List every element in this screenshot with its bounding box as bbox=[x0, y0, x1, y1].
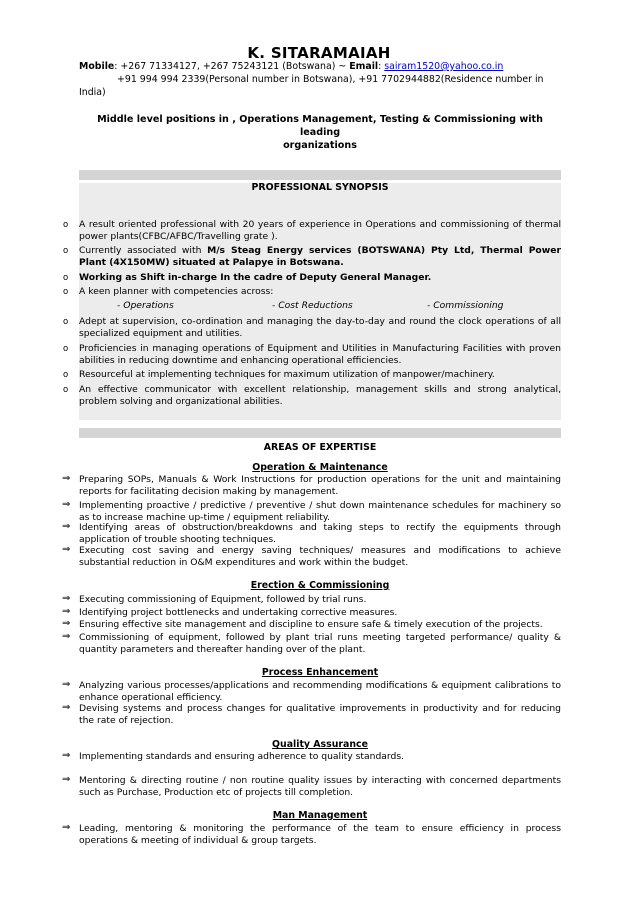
mobile-label: Mobile bbox=[79, 61, 115, 72]
arrow-marker: ⇒ bbox=[62, 499, 71, 510]
expertise-item: ⇒ Implementing proactive / predictive / preventive / shut down maintenance schedules for machinery so as to increase machine up-time / equipment reliability. bbox=[62, 499, 561, 524]
arrow-marker: ⇒ bbox=[62, 521, 71, 532]
arrow-marker: ⇒ bbox=[62, 473, 71, 484]
email-label: Email bbox=[349, 61, 379, 72]
expertise-item: ⇒ Devising systems and process changes for qualitative improvements in productivity and for reducing the rate of rejection. bbox=[62, 702, 561, 727]
subsection-quality-assurance: Quality Assurance bbox=[272, 739, 368, 750]
arrow-marker: ⇒ bbox=[62, 631, 71, 642]
expertise-item: ⇒ Executing commissioning of Equipment, followed by trial runs. bbox=[62, 593, 367, 605]
bullet-marker: o bbox=[63, 344, 69, 354]
arrow-marker: ⇒ bbox=[62, 822, 71, 833]
expertise-item: ⇒ Leading, mentoring & monitoring the performance of the team to ensure efficiency in process operations & meeting of individual & group targets. bbox=[62, 822, 561, 847]
synopsis-item: o Proficiencies in managing operations of Equipment and Utilities in Manufacturing Facilities with proven abilities in reducing downtime and enhancing operational efficiencies. bbox=[63, 343, 561, 367]
expertise-item: ⇒ Preparing SOPs, Manuals & Work Instructions for production operations for the unit and maintaining reports for facilitating decision making by management. bbox=[62, 473, 561, 498]
expertise-item: ⇒ Ensuring effective site management and discipline to ensure safe & timely execution of the projects. bbox=[62, 618, 543, 630]
synopsis-item: o Resourceful at implementing techniques for maximum utilization of manpower/machinery. bbox=[63, 369, 495, 380]
arrow-marker: ⇒ bbox=[62, 618, 71, 629]
bullet-marker: o bbox=[63, 385, 69, 395]
expertise-item: ⇒ Mentoring & directing routine / non routine quality issues by interacting with concerned departments such as Purchase, Production etc of projects till completion. bbox=[62, 774, 561, 799]
arrow-marker: ⇒ bbox=[62, 593, 71, 604]
synopsis-item: o A result oriented professional with 20 years of experience in Operations and commissioning of thermal power plants(CFBC/AFBC/Travelling grate ). bbox=[63, 219, 561, 243]
objective-line-2: organizations bbox=[283, 140, 357, 151]
divider-band-2 bbox=[79, 428, 561, 438]
synopsis-item: o Currently associated with M/s Steag Energy services (BOTSWANA) Pty Ltd, Thermal Power Plant (4X150MW) situated at Palapye in Botswana. bbox=[63, 245, 561, 269]
contact-line-3: India) bbox=[79, 87, 106, 98]
expertise-item: ⇒ Executing cost saving and energy saving techniques/ measures and modifications to achieve substantial reduction in O&M expenditures and work within the budget. bbox=[62, 544, 561, 569]
subsection-man-management: Man Management bbox=[272, 810, 368, 821]
subsection-process-enhancement: Process Enhancement bbox=[261, 667, 379, 678]
synopsis-title: PROFESSIONAL SYNOPSIS bbox=[251, 182, 389, 193]
subsection-erection-commissioning: Erection & Commissioning bbox=[250, 580, 390, 591]
bullet-marker: o bbox=[63, 246, 69, 256]
competency-commissioning: - Commissioning bbox=[427, 300, 504, 311]
arrow-marker: ⇒ bbox=[62, 702, 71, 713]
mobile-numbers: : +267 71334127, +267 75243121 (Botswana) ~ bbox=[114, 61, 350, 72]
expertise-item: ⇒ Identifying areas of obstruction/breakdowns and taking steps to rectify the equipments through application of trouble shooting techniques. bbox=[62, 521, 561, 546]
bullet-marker: o bbox=[63, 287, 69, 297]
bullet-marker: o bbox=[63, 220, 69, 230]
synopsis-item: o Working as Shift in-charge In the cadre of Deputy General Manager. bbox=[63, 272, 432, 283]
expertise-item: ⇒ Commissioning of equipment, followed by plant trial runs meeting targeted performance/ quality & quantity parameters and thereafter handing over of the plant. bbox=[62, 631, 561, 656]
contact-line-2: +91 994 994 2339(Personal number in Botswana), +91 7702944882(Residence number in bbox=[117, 74, 544, 85]
synopsis-item: o Adept at supervision, co-ordination and managing the day-to-day and round the clock operations of all specialized equipment and utilities. bbox=[63, 316, 561, 340]
competency-operations: - Operations bbox=[117, 300, 174, 311]
divider-band-1 bbox=[79, 170, 561, 180]
career-objective bbox=[79, 113, 561, 152]
expertise-item: ⇒ Analyzing various processes/applications and recommending modifications & equipment calibrations to enhance operational efficiency. bbox=[62, 679, 561, 704]
email-link[interactable]: sairam1520@yahoo.co.in bbox=[384, 61, 504, 72]
arrow-marker: ⇒ bbox=[62, 750, 71, 761]
expertise-title: AREAS OF EXPERTISE bbox=[263, 442, 377, 453]
synopsis-item: o A keen planner with competencies across: bbox=[63, 286, 274, 297]
bullet-marker: o bbox=[63, 317, 69, 327]
arrow-marker: ⇒ bbox=[62, 544, 71, 555]
email-separator: : bbox=[378, 61, 385, 72]
subsection-operation-maintenance: Operation & Maintenance bbox=[252, 462, 388, 473]
candidate-name: K. SITARAMAIAH bbox=[247, 44, 391, 62]
arrow-marker: ⇒ bbox=[62, 606, 71, 617]
bullet-marker: o bbox=[63, 273, 69, 283]
arrow-marker: ⇒ bbox=[62, 679, 71, 690]
synopsis-item: o An effective communicator with excellent relationship, management skills and strong analytical, problem solving and organizational abilities. bbox=[63, 384, 561, 408]
contact-line-1 bbox=[79, 61, 564, 74]
competency-cost-reductions: - Cost Reductions bbox=[272, 300, 353, 311]
expertise-item: ⇒ Implementing standards and ensuring adherence to quality standards. bbox=[62, 750, 405, 762]
objective-line-1: Middle level positions in , Operations Management, Testing & Commissioning with leading bbox=[97, 114, 543, 138]
arrow-marker: ⇒ bbox=[62, 774, 71, 785]
expertise-item: ⇒ Identifying project bottlenecks and undertaking corrective measures. bbox=[62, 606, 398, 618]
bullet-marker: o bbox=[63, 370, 69, 380]
